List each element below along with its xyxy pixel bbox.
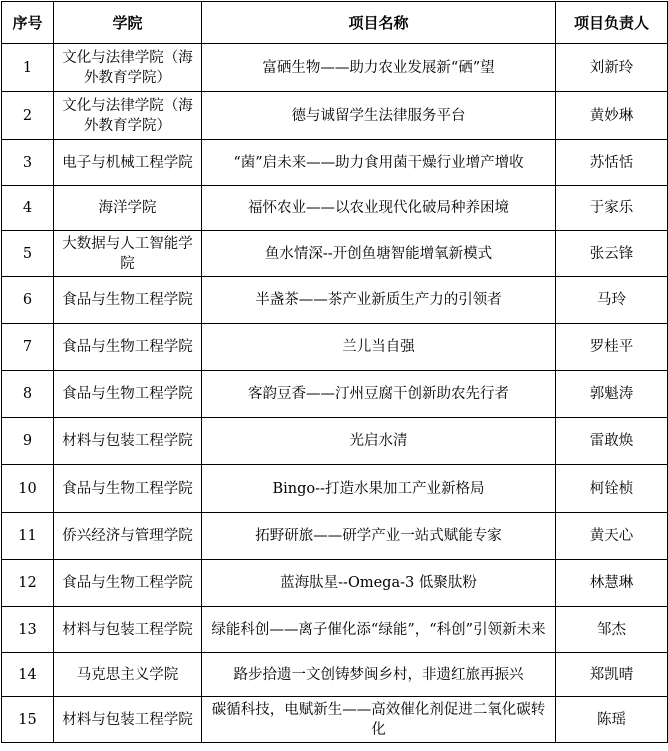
cell-num: 7 xyxy=(2,324,54,371)
table-row xyxy=(2,653,668,697)
cell-num: 5 xyxy=(2,231,54,277)
header-lead: 项目负责人 xyxy=(556,2,668,44)
cell-num: 10 xyxy=(2,465,54,513)
header-school: 学院 xyxy=(54,2,202,44)
cell-project: 客韵豆香——汀州豆腐干创新助农先行者 xyxy=(202,371,556,418)
cell-lead: 黄妙琳 xyxy=(556,92,668,140)
cell-school: 文化与法律学院（海外教育学院） xyxy=(54,44,202,92)
cell-project: 路步拾遗一文创铸梦闽乡村，非遗红旅再振兴 xyxy=(202,653,556,697)
cell-num: 11 xyxy=(2,513,54,560)
header-project: 项目名称 xyxy=(202,2,556,44)
table-row xyxy=(2,513,668,560)
cell-project: 鱼水情深--开创鱼塘智能增氧新模式 xyxy=(202,231,556,277)
cell-lead: 雷敢焕 xyxy=(556,418,668,465)
table-row xyxy=(2,465,668,513)
cell-num: 2 xyxy=(2,92,54,140)
cell-num: 1 xyxy=(2,44,54,92)
cell-school: 大数据与人工智能学院 xyxy=(54,231,202,277)
cell-num: 9 xyxy=(2,418,54,465)
cell-project: 兰儿当自强 xyxy=(202,324,556,371)
table-row xyxy=(2,371,668,418)
cell-project: 富硒生物——助力农业发展新“硒”望 xyxy=(202,44,556,92)
cell-project: 碳循科技，电赋新生——高效催化剂促进二氧化碳转化 xyxy=(202,697,556,743)
cell-num: 8 xyxy=(2,371,54,418)
cell-lead: 黄天心 xyxy=(556,513,668,560)
cell-lead: 陈瑶 xyxy=(556,697,668,743)
cell-lead: 张云锋 xyxy=(556,231,668,277)
cell-school: 食品与生物工程学院 xyxy=(54,324,202,371)
cell-lead: 罗桂平 xyxy=(556,324,668,371)
table-row xyxy=(2,231,668,277)
cell-school: 文化与法律学院（海外教育学院） xyxy=(54,92,202,140)
cell-lead: 苏恬恬 xyxy=(556,140,668,186)
cell-num: 3 xyxy=(2,140,54,186)
table-row xyxy=(2,418,668,465)
table-row xyxy=(2,186,668,231)
cell-project: 光启水清 xyxy=(202,418,556,465)
table-row xyxy=(2,140,668,186)
table-row xyxy=(2,92,668,140)
table-row xyxy=(2,697,668,743)
cell-lead: 于家乐 xyxy=(556,186,668,231)
cell-lead: 马玲 xyxy=(556,277,668,324)
cell-school: 电子与机械工程学院 xyxy=(54,140,202,186)
cell-school: 食品与生物工程学院 xyxy=(54,465,202,513)
cell-project: “菌”启未来——助力食用菌干燥行业增产增收 xyxy=(202,140,556,186)
cell-lead: 郑凯晴 xyxy=(556,653,668,697)
cell-project: 蓝海肽星--Omega-3 低聚肽粉 xyxy=(202,560,556,607)
cell-lead: 林慧琳 xyxy=(556,560,668,607)
cell-school: 侨兴经济与管理学院 xyxy=(54,513,202,560)
cell-school: 马克思主义学院 xyxy=(54,653,202,697)
cell-project: 德与诚留学生法律服务平台 xyxy=(202,92,556,140)
cell-lead: 刘新玲 xyxy=(556,44,668,92)
cell-project: 福怀农业——以农业现代化破局种养困境 xyxy=(202,186,556,231)
cell-project: Bingo--打造水果加工产业新格局 xyxy=(202,465,556,513)
header-num: 序号 xyxy=(2,2,54,44)
table-row xyxy=(2,560,668,607)
cell-num: 13 xyxy=(2,607,54,653)
cell-school: 材料与包装工程学院 xyxy=(54,697,202,743)
table-row xyxy=(2,607,668,653)
cell-school: 食品与生物工程学院 xyxy=(54,277,202,324)
cell-num: 15 xyxy=(2,697,54,743)
cell-lead: 柯铨桢 xyxy=(556,465,668,513)
cell-num: 12 xyxy=(2,560,54,607)
cell-project: 半盏茶——茶产业新质生产力的引领者 xyxy=(202,277,556,324)
cell-school: 食品与生物工程学院 xyxy=(54,560,202,607)
cell-lead: 邹杰 xyxy=(556,607,668,653)
cell-school: 材料与包装工程学院 xyxy=(54,418,202,465)
header-row xyxy=(2,2,668,44)
table-row xyxy=(2,277,668,324)
cell-project: 拓野研旅——研学产业一站式赋能专家 xyxy=(202,513,556,560)
cell-school: 材料与包装工程学院 xyxy=(54,607,202,653)
cell-num: 6 xyxy=(2,277,54,324)
cell-project: 绿能科创——离子催化添“绿能”，“科创”引领新未来 xyxy=(202,607,556,653)
table-row xyxy=(2,324,668,371)
project-table xyxy=(1,1,668,743)
cell-num: 4 xyxy=(2,186,54,231)
cell-school: 食品与生物工程学院 xyxy=(54,371,202,418)
cell-school: 海洋学院 xyxy=(54,186,202,231)
cell-num: 14 xyxy=(2,653,54,697)
cell-lead: 郭魁涛 xyxy=(556,371,668,418)
table-row xyxy=(2,44,668,92)
